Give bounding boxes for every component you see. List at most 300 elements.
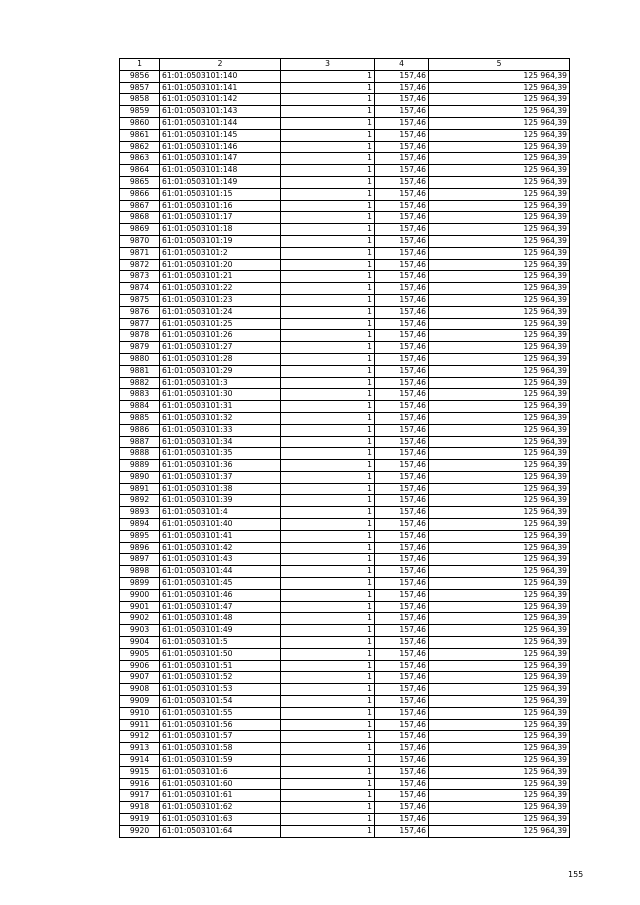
table-row (120, 224, 570, 236)
value-cell: 125 964,39 (429, 672, 570, 684)
value-cell: 125 964,39 (429, 176, 570, 188)
quantity-cell: 1 (281, 566, 375, 578)
cadastral-number-cell: 61:01:0503101:16 (160, 200, 281, 212)
table-row (120, 82, 570, 94)
row-number-cell: 9869 (120, 224, 160, 236)
row-number-cell: 9878 (120, 330, 160, 342)
quantity-cell: 1 (281, 743, 375, 755)
row-number-cell: 9892 (120, 495, 160, 507)
cadastral-number-cell: 61:01:0503101:32 (160, 412, 281, 424)
row-number-cell: 9870 (120, 235, 160, 247)
area-cell: 157,46 (375, 696, 429, 708)
area-cell: 157,46 (375, 648, 429, 660)
table-row (120, 519, 570, 531)
cadastral-number-cell: 61:01:0503101:15 (160, 188, 281, 200)
area-cell: 157,46 (375, 672, 429, 684)
quantity-cell: 1 (281, 306, 375, 318)
row-number-cell: 9874 (120, 283, 160, 295)
cadastral-number-cell: 61:01:0503101:51 (160, 660, 281, 672)
value-cell: 125 964,39 (429, 129, 570, 141)
quantity-cell: 1 (281, 814, 375, 826)
quantity-cell: 1 (281, 235, 375, 247)
row-number-cell: 9897 (120, 554, 160, 566)
row-number-cell: 9866 (120, 188, 160, 200)
value-cell: 125 964,39 (429, 743, 570, 755)
value-cell: 125 964,39 (429, 188, 570, 200)
value-cell: 125 964,39 (429, 412, 570, 424)
area-cell: 157,46 (375, 294, 429, 306)
area-cell: 157,46 (375, 271, 429, 283)
value-cell: 125 964,39 (429, 271, 570, 283)
area-cell: 157,46 (375, 755, 429, 767)
quantity-cell: 1 (281, 495, 375, 507)
quantity-cell: 1 (281, 141, 375, 153)
value-cell: 125 964,39 (429, 660, 570, 672)
quantity-cell: 1 (281, 790, 375, 802)
quantity-cell: 1 (281, 153, 375, 165)
area-cell: 157,46 (375, 825, 429, 837)
value-cell: 125 964,39 (429, 365, 570, 377)
table-row (120, 212, 570, 224)
area-cell: 157,46 (375, 778, 429, 790)
value-cell: 125 964,39 (429, 141, 570, 153)
value-cell: 125 964,39 (429, 696, 570, 708)
area-cell: 157,46 (375, 613, 429, 625)
area-cell: 157,46 (375, 707, 429, 719)
row-number-cell: 9919 (120, 814, 160, 826)
quantity-cell: 1 (281, 707, 375, 719)
quantity-cell: 1 (281, 507, 375, 519)
value-cell: 125 964,39 (429, 578, 570, 590)
area-cell: 157,46 (375, 401, 429, 413)
quantity-cell: 1 (281, 165, 375, 177)
cadastral-number-cell: 61:01:0503101:56 (160, 719, 281, 731)
cadastral-number-cell: 61:01:0503101:145 (160, 129, 281, 141)
table-row (120, 542, 570, 554)
row-number-cell: 9863 (120, 153, 160, 165)
table-row (120, 294, 570, 306)
area-cell: 157,46 (375, 141, 429, 153)
quantity-cell: 1 (281, 519, 375, 531)
area-cell: 157,46 (375, 719, 429, 731)
row-number-cell: 9894 (120, 519, 160, 531)
row-number-cell: 9896 (120, 542, 160, 554)
area-cell: 157,46 (375, 283, 429, 295)
value-cell: 125 964,39 (429, 165, 570, 177)
quantity-cell: 1 (281, 353, 375, 365)
value-cell: 125 964,39 (429, 625, 570, 637)
value-cell: 125 964,39 (429, 224, 570, 236)
row-number-cell: 9904 (120, 637, 160, 649)
area-cell: 157,46 (375, 554, 429, 566)
table-row (120, 719, 570, 731)
quantity-cell: 1 (281, 224, 375, 236)
table-row (120, 247, 570, 259)
cadastral-number-cell: 61:01:0503101:34 (160, 436, 281, 448)
value-cell: 125 964,39 (429, 637, 570, 649)
area-cell: 157,46 (375, 247, 429, 259)
value-cell: 125 964,39 (429, 342, 570, 354)
area-cell: 157,46 (375, 637, 429, 649)
row-number-cell: 9895 (120, 530, 160, 542)
table-row (120, 790, 570, 802)
value-cell: 125 964,39 (429, 448, 570, 460)
row-number-cell: 9886 (120, 424, 160, 436)
quantity-cell: 1 (281, 412, 375, 424)
value-cell: 125 964,39 (429, 471, 570, 483)
value-cell: 125 964,39 (429, 424, 570, 436)
table-row (120, 129, 570, 141)
row-number-cell: 9883 (120, 389, 160, 401)
quantity-cell: 1 (281, 188, 375, 200)
value-cell: 125 964,39 (429, 731, 570, 743)
area-cell: 157,46 (375, 200, 429, 212)
table-row (120, 271, 570, 283)
table-row (120, 743, 570, 755)
quantity-cell: 1 (281, 70, 375, 82)
row-number-cell: 9879 (120, 342, 160, 354)
table-row (120, 554, 570, 566)
quantity-cell: 1 (281, 424, 375, 436)
area-cell: 157,46 (375, 224, 429, 236)
value-cell: 125 964,39 (429, 460, 570, 472)
area-cell: 157,46 (375, 188, 429, 200)
cadastral-number-cell: 61:01:0503101:26 (160, 330, 281, 342)
quantity-cell: 1 (281, 684, 375, 696)
cadastral-number-cell: 61:01:0503101:2 (160, 247, 281, 259)
cadastral-number-cell: 61:01:0503101:146 (160, 141, 281, 153)
header-row (120, 59, 570, 71)
value-cell: 125 964,39 (429, 283, 570, 295)
cadastral-number-cell: 61:01:0503101:28 (160, 353, 281, 365)
table-row (120, 731, 570, 743)
row-number-cell: 9885 (120, 412, 160, 424)
row-number-cell: 9903 (120, 625, 160, 637)
area-cell: 157,46 (375, 412, 429, 424)
cadastral-number-cell: 61:01:0503101:17 (160, 212, 281, 224)
area-cell: 157,46 (375, 70, 429, 82)
cadastral-number-cell: 61:01:0503101:24 (160, 306, 281, 318)
row-number-cell: 9867 (120, 200, 160, 212)
value-cell: 125 964,39 (429, 306, 570, 318)
table-row (120, 613, 570, 625)
value-cell: 125 964,39 (429, 294, 570, 306)
row-number-cell: 9915 (120, 766, 160, 778)
cadastral-number-cell: 61:01:0503101:3 (160, 377, 281, 389)
cadastral-number-cell: 61:01:0503101:41 (160, 530, 281, 542)
table-row (120, 825, 570, 837)
area-cell: 157,46 (375, 743, 429, 755)
row-number-cell: 9917 (120, 790, 160, 802)
cadastral-number-cell: 61:01:0503101:58 (160, 743, 281, 755)
cadastral-number-cell: 61:01:0503101:18 (160, 224, 281, 236)
quantity-cell: 1 (281, 554, 375, 566)
table-row (120, 424, 570, 436)
row-number-cell: 9913 (120, 743, 160, 755)
row-number-cell: 9857 (120, 82, 160, 94)
quantity-cell: 1 (281, 129, 375, 141)
cadastral-number-cell: 61:01:0503101:59 (160, 755, 281, 767)
quantity-cell: 1 (281, 259, 375, 271)
quantity-cell: 1 (281, 696, 375, 708)
area-cell: 157,46 (375, 542, 429, 554)
value-cell: 125 964,39 (429, 200, 570, 212)
table-row (120, 530, 570, 542)
quantity-cell: 1 (281, 660, 375, 672)
quantity-cell: 1 (281, 212, 375, 224)
quantity-cell: 1 (281, 200, 375, 212)
row-number-cell: 9900 (120, 589, 160, 601)
value-cell: 125 964,39 (429, 212, 570, 224)
row-number-cell: 9872 (120, 259, 160, 271)
table-row (120, 648, 570, 660)
table-row (120, 660, 570, 672)
table-row (120, 377, 570, 389)
cadastral-number-cell: 61:01:0503101:46 (160, 589, 281, 601)
value-cell: 125 964,39 (429, 684, 570, 696)
area-cell: 157,46 (375, 495, 429, 507)
quantity-cell: 1 (281, 94, 375, 106)
cadastral-number-cell: 61:01:0503101:141 (160, 82, 281, 94)
value-cell: 125 964,39 (429, 495, 570, 507)
area-cell: 157,46 (375, 448, 429, 460)
value-cell: 125 964,39 (429, 790, 570, 802)
cadastral-number-cell: 61:01:0503101:33 (160, 424, 281, 436)
row-number-cell: 9888 (120, 448, 160, 460)
cadastral-number-cell: 61:01:0503101:64 (160, 825, 281, 837)
row-number-cell: 9889 (120, 460, 160, 472)
value-cell: 125 964,39 (429, 530, 570, 542)
quantity-cell: 1 (281, 589, 375, 601)
cadastral-number-cell: 61:01:0503101:5 (160, 637, 281, 649)
quantity-cell: 1 (281, 389, 375, 401)
area-cell: 157,46 (375, 106, 429, 118)
quantity-cell: 1 (281, 377, 375, 389)
cadastral-number-cell: 61:01:0503101:44 (160, 566, 281, 578)
cadastral-number-cell: 61:01:0503101:57 (160, 731, 281, 743)
row-number-cell: 9893 (120, 507, 160, 519)
value-cell: 125 964,39 (429, 436, 570, 448)
value-cell: 125 964,39 (429, 247, 570, 259)
value-cell: 125 964,39 (429, 648, 570, 660)
quantity-cell: 1 (281, 176, 375, 188)
area-cell: 157,46 (375, 212, 429, 224)
area-cell: 157,46 (375, 176, 429, 188)
table-row (120, 448, 570, 460)
row-number-cell: 9902 (120, 613, 160, 625)
table-row (120, 755, 570, 767)
column-header: 4 (375, 59, 429, 71)
table-row (120, 283, 570, 295)
table-row (120, 566, 570, 578)
quantity-cell: 1 (281, 247, 375, 259)
table-row (120, 707, 570, 719)
table-row (120, 389, 570, 401)
value-cell: 125 964,39 (429, 389, 570, 401)
table-row (120, 814, 570, 826)
table-row (120, 578, 570, 590)
cadastral-number-cell: 61:01:0503101:61 (160, 790, 281, 802)
value-cell: 125 964,39 (429, 519, 570, 531)
cadastral-number-cell: 61:01:0503101:147 (160, 153, 281, 165)
value-cell: 125 964,39 (429, 330, 570, 342)
quantity-cell: 1 (281, 648, 375, 660)
value-cell: 125 964,39 (429, 613, 570, 625)
row-number-cell: 9882 (120, 377, 160, 389)
quantity-cell: 1 (281, 613, 375, 625)
quantity-cell: 1 (281, 778, 375, 790)
table-row (120, 471, 570, 483)
cadastral-number-cell: 61:01:0503101:143 (160, 106, 281, 118)
quantity-cell: 1 (281, 82, 375, 94)
value-cell: 125 964,39 (429, 542, 570, 554)
quantity-cell: 1 (281, 825, 375, 837)
page-number: 155 (568, 870, 584, 879)
quantity-cell: 1 (281, 601, 375, 613)
quantity-cell: 1 (281, 330, 375, 342)
value-cell: 125 964,39 (429, 589, 570, 601)
value-cell: 125 964,39 (429, 814, 570, 826)
quantity-cell: 1 (281, 578, 375, 590)
area-cell: 157,46 (375, 471, 429, 483)
row-number-cell: 9858 (120, 94, 160, 106)
value-cell: 125 964,39 (429, 117, 570, 129)
cadastral-number-cell: 61:01:0503101:31 (160, 401, 281, 413)
value-cell: 125 964,39 (429, 802, 570, 814)
quantity-cell: 1 (281, 625, 375, 637)
value-cell: 125 964,39 (429, 483, 570, 495)
row-number-cell: 9914 (120, 755, 160, 767)
area-cell: 157,46 (375, 684, 429, 696)
cadastral-number-cell: 61:01:0503101:30 (160, 389, 281, 401)
table-row (120, 696, 570, 708)
table-row (120, 165, 570, 177)
table-row (120, 766, 570, 778)
cadastral-number-cell: 61:01:0503101:29 (160, 365, 281, 377)
area-cell: 157,46 (375, 566, 429, 578)
row-number-cell: 9909 (120, 696, 160, 708)
quantity-cell: 1 (281, 365, 375, 377)
value-cell: 125 964,39 (429, 707, 570, 719)
value-cell: 125 964,39 (429, 318, 570, 330)
area-cell: 157,46 (375, 519, 429, 531)
table-row (120, 330, 570, 342)
row-number-cell: 9860 (120, 117, 160, 129)
column-header: 5 (429, 59, 570, 71)
cadastral-number-cell: 61:01:0503101:45 (160, 578, 281, 590)
area-cell: 157,46 (375, 377, 429, 389)
area-cell: 157,46 (375, 460, 429, 472)
row-number-cell: 9901 (120, 601, 160, 613)
area-cell: 157,46 (375, 235, 429, 247)
area-cell: 157,46 (375, 259, 429, 271)
value-cell: 125 964,39 (429, 778, 570, 790)
cadastral-number-cell: 61:01:0503101:20 (160, 259, 281, 271)
area-cell: 157,46 (375, 589, 429, 601)
column-header: 2 (160, 59, 281, 71)
table-row (120, 684, 570, 696)
cadastral-number-cell: 61:01:0503101:25 (160, 318, 281, 330)
quantity-cell: 1 (281, 106, 375, 118)
quantity-cell: 1 (281, 672, 375, 684)
table-row (120, 153, 570, 165)
table-row (120, 70, 570, 82)
value-cell: 125 964,39 (429, 766, 570, 778)
row-number-cell: 9875 (120, 294, 160, 306)
table-row (120, 507, 570, 519)
cadastral-number-cell: 61:01:0503101:6 (160, 766, 281, 778)
cadastral-number-cell: 61:01:0503101:47 (160, 601, 281, 613)
row-number-cell: 9891 (120, 483, 160, 495)
cadastral-number-cell: 61:01:0503101:39 (160, 495, 281, 507)
quantity-cell: 1 (281, 542, 375, 554)
area-cell: 157,46 (375, 731, 429, 743)
row-number-cell: 9880 (120, 353, 160, 365)
row-number-cell: 9873 (120, 271, 160, 283)
row-number-cell: 9912 (120, 731, 160, 743)
quantity-cell: 1 (281, 436, 375, 448)
cadastral-number-cell: 61:01:0503101:27 (160, 342, 281, 354)
cadastral-number-cell: 61:01:0503101:43 (160, 554, 281, 566)
value-cell: 125 964,39 (429, 106, 570, 118)
area-cell: 157,46 (375, 507, 429, 519)
area-cell: 157,46 (375, 117, 429, 129)
value-cell: 125 964,39 (429, 259, 570, 271)
row-number-cell: 9876 (120, 306, 160, 318)
table-row (120, 106, 570, 118)
row-number-cell: 9916 (120, 778, 160, 790)
value-cell: 125 964,39 (429, 94, 570, 106)
area-cell: 157,46 (375, 330, 429, 342)
quantity-cell: 1 (281, 802, 375, 814)
cadastral-number-cell: 61:01:0503101:142 (160, 94, 281, 106)
cadastral-number-cell: 61:01:0503101:52 (160, 672, 281, 684)
table-row (120, 589, 570, 601)
area-cell: 157,46 (375, 802, 429, 814)
row-number-cell: 9868 (120, 212, 160, 224)
table-row (120, 353, 570, 365)
table-row (120, 117, 570, 129)
table-row (120, 460, 570, 472)
area-cell: 157,46 (375, 342, 429, 354)
area-cell: 157,46 (375, 306, 429, 318)
table-row (120, 778, 570, 790)
area-cell: 157,46 (375, 601, 429, 613)
row-number-cell: 9890 (120, 471, 160, 483)
area-cell: 157,46 (375, 766, 429, 778)
area-cell: 157,46 (375, 129, 429, 141)
area-cell: 157,46 (375, 82, 429, 94)
cadastral-number-cell: 61:01:0503101:144 (160, 117, 281, 129)
quantity-cell: 1 (281, 471, 375, 483)
cadastral-number-cell: 61:01:0503101:19 (160, 235, 281, 247)
row-number-cell: 9864 (120, 165, 160, 177)
area-cell: 157,46 (375, 424, 429, 436)
table-row (120, 436, 570, 448)
row-number-cell: 9887 (120, 436, 160, 448)
row-number-cell: 9920 (120, 825, 160, 837)
quantity-cell: 1 (281, 401, 375, 413)
row-number-cell: 9918 (120, 802, 160, 814)
cadastral-number-cell: 61:01:0503101:37 (160, 471, 281, 483)
data-table (119, 58, 570, 838)
column-header: 3 (281, 59, 375, 71)
cadastral-number-cell: 61:01:0503101:55 (160, 707, 281, 719)
row-number-cell: 9907 (120, 672, 160, 684)
table-row (120, 625, 570, 637)
table-row (120, 94, 570, 106)
row-number-cell: 9881 (120, 365, 160, 377)
